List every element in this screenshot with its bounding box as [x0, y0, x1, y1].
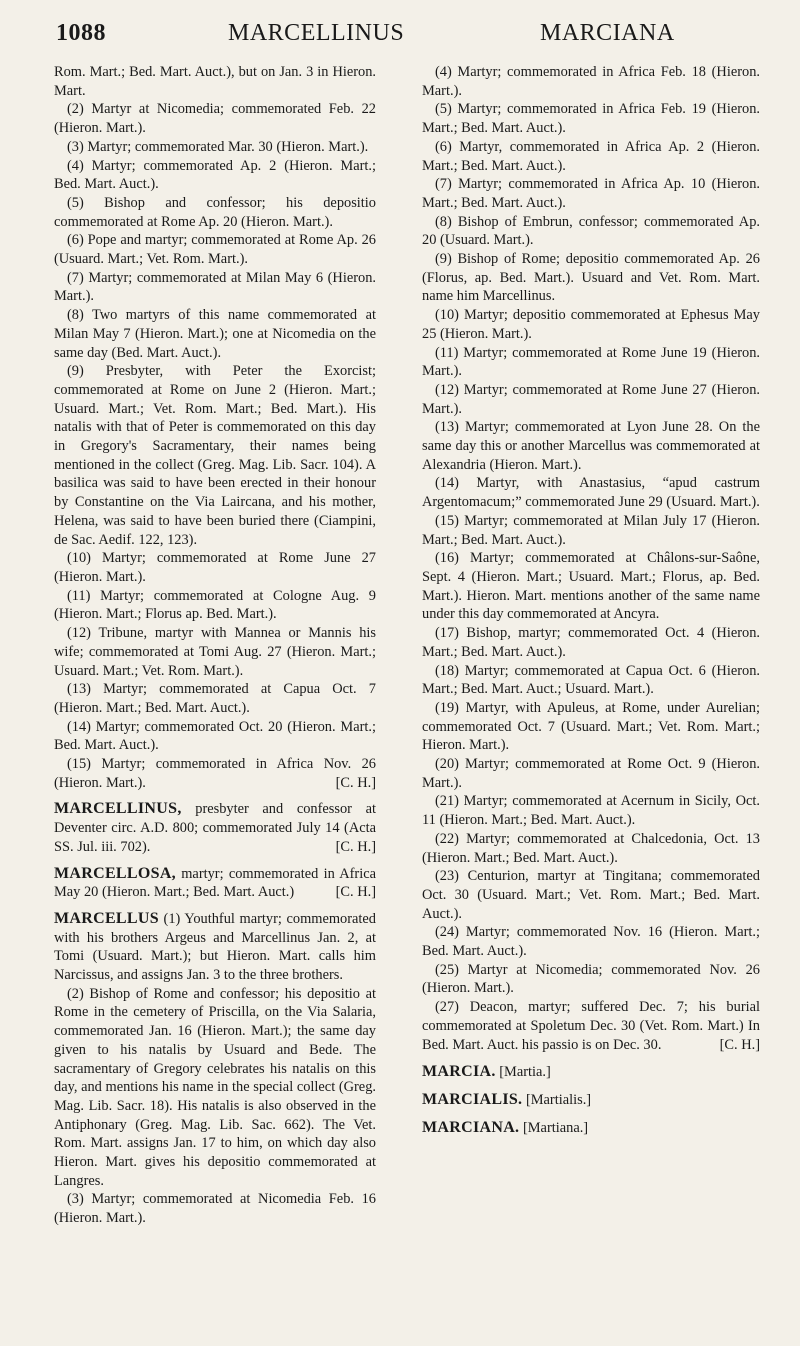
- entry-paragraph: (9) Bishop of Rome; depositio commemorated Ap. 26 (Florus, ap. Bed. Mart.). Usuard and Vet. Rom. Mart. name him Marcellinus.: [422, 251, 760, 305]
- headword: MARCELLUS: [54, 909, 159, 927]
- entry-paragraph: (23) Centurion, martyr at Tingitana; commemorated Oct. 30 (Usuard. Mart.; Vet. Rom. Mart.; Bed. Mart. Auct.).: [422, 868, 760, 922]
- entry-paragraph: (19) Martyr, with Apuleus, at Rome, under Aurelian; commemorated Oct. 7 (Usuard. Mart.; Vet. Rom. Mart.; Hieron. Mart.).: [422, 699, 760, 754]
- cross-reference-entry: [422, 1091, 760, 1110]
- entry-paragraph: (2) Martyr at Nicomedia; commemorated Feb. 22 (Hieron. Mart.).: [54, 101, 376, 137]
- entry-text: (1) Youthful martyr; commemorated with his brothers Argeus and Marcellinus Jan. 2, at Tomi (Usuard. Mart.); but Hieron. Mart. calls him Narcissus, and assigns Jan. 3 to the three brothers.: [54, 910, 376, 984]
- entry-paragraph: (8) Two martyrs of this name commemorated at Milan May 7 (Hieron. Mart.); one at Nicomedia on the same day (Bed. Mart. Auct.).: [54, 307, 376, 361]
- running-header: [56, 20, 770, 54]
- author-initials: [C. H.]: [335, 838, 376, 855]
- entry-paragraph: (10) Martyr; commemorated at Rome June 27 (Hieron. Mart.).: [54, 550, 376, 585]
- headword: MARCIANA.: [422, 1118, 520, 1136]
- entry-paragraph: (4) Martyr; commemorated Ap. 2 (Hieron. Mart.; Bed. Mart. Auct.).: [54, 157, 376, 193]
- cross-reference-entry: [422, 1119, 760, 1138]
- entry-paragraph: (7) Martyr; commemorated in Africa Ap. 10 (Hieron. Mart.; Bed. Mart. Auct.).: [422, 176, 760, 211]
- cross-reference: [Martia.]: [499, 1064, 551, 1081]
- entry-paragraph: (8) Bishop of Embrun, confessor; commemorated Ap. 20 (Usuard. Mart.).: [422, 213, 760, 249]
- entry-text: (15) Martyr; commemorated in Africa Nov. 26 (Hieron. Mart.).: [54, 756, 376, 791]
- cross-reference: [Martialis.]: [525, 1091, 592, 1108]
- headword: MARCIALIS.: [422, 1090, 523, 1108]
- entry-paragraph: (5) Martyr; commemorated in Africa Feb. 19 (Hieron. Mart.; Bed. Mart. Auct.).: [422, 101, 760, 137]
- entry-paragraph: (21) Martyr; commemorated at Acernum in Sicily, Oct. 11 (Hieron. Mart.; Bed. Mart. Auct.).: [422, 793, 760, 829]
- entry-paragraph: (10) Martyr; depositio commemorated at Ephesus May 25 (Hieron. Mart.).: [422, 307, 760, 342]
- author-initials: [C. H.]: [719, 1036, 760, 1053]
- entry-paragraph: (17) Bishop, martyr; commemorated Oct. 4 (Hieron. Mart.; Bed. Mart. Auct.).: [422, 625, 760, 660]
- left-column: [54, 63, 376, 1228]
- entry-paragraph: (16) Martyr; commemorated at Châlons-sur-Saône, Sept. 4 (Hieron. Mart.; Usuard. Mart.; Florus, ap. Bed. Mart.). Hieron. Mart. mentions another of the same name under this day commemorated at Ancyra.: [422, 550, 760, 623]
- entry-text: (27) Deacon, martyr; suffered Dec. 7; his burial commemorated at Spoletum Dec. 30 (Vet. Rom. Mart.) In Bed. Mart. Auct. his passio is on Dec. 30.: [422, 999, 760, 1053]
- right-column: [422, 63, 760, 1137]
- entry-paragraph: (12) Tribune, martyr with Mannea or Mannis his wife; commemorated at Tomi Aug. 27 (Hieron. Mart.; Usuard. Mart.; Vet. Rom. Mart.).: [54, 625, 376, 679]
- headword: MARCELLOSA,: [54, 864, 176, 882]
- author-initials: [C. H.]: [335, 884, 376, 901]
- entry-paragraph: (14) Martyr, with Anastasius, “apud castrum Argentomacum;” commemorated June 29 (Usuard. Mart.).: [422, 475, 760, 511]
- entry-paragraph: [54, 755, 376, 792]
- entry-paragraph: (5) Bishop and confessor; his depositio commemorated at Rome Ap. 20 (Hieron. Mart.).: [54, 194, 376, 230]
- entry-paragraph: (3) Martyr; commemorated Mar. 30 (Hieron. Mart.).: [66, 138, 369, 155]
- entry-paragraph: (6) Pope and martyr; commemorated at Rome Ap. 26 (Usuard. Mart.; Vet. Rom. Mart.).: [54, 232, 376, 268]
- entry-paragraph: (22) Martyr; commemorated at Chalcedonia, Oct. 13 (Hieron. Mart.; Bed. Mart. Auct.).: [422, 830, 760, 866]
- entry-paragraph: (13) Martyr; commemorated at Lyon June 28. On the same day this or another Marcellus was commemorated at Alexandria (Hieron. Mart.).: [422, 419, 760, 473]
- entry-paragraph: (20) Martyr; commemorated at Rome Oct. 9 (Hieron. Mart.).: [422, 756, 760, 791]
- cross-reference-entry: [422, 1063, 760, 1082]
- cross-reference: [Martiana.]: [522, 1119, 589, 1136]
- entry-paragraph: (3) Martyr; commemorated at Nicomedia Feb. 16 (Hieron. Mart.).: [54, 1191, 376, 1227]
- entry-marcellus: [54, 910, 376, 985]
- left-running-head: MARCELLINUS: [228, 20, 405, 46]
- entry-paragraph: (9) Presbyter, with Peter the Exorcist; commemorated at Rome on June 2 (Hieron. Mart.; Usuard. Mart.; Vet. Rom. Mart.; Bed. Mart.). His natalis with that of Peter is commemorated on this day in Gregory's Sacramentary, their names being mentioned in the collect (Greg. Mag. Lib. Sacr. 104). A basilica was said to have been erected in their honour by Constantine on the Via Laircana, and his mother, Helena, was said to have been buried there (Ciampini, de Sac. Aedif. 122, 123).: [54, 363, 376, 548]
- entry-marcellosa: [54, 865, 376, 902]
- right-running-head: MARCIANA: [540, 20, 675, 46]
- author-initials: [C. H.]: [335, 774, 376, 791]
- headword: MARCIA.: [422, 1063, 496, 1081]
- entry-text: presbyter and confessor at Deventer circ. A.D. 800; commemorated July 14 (Acta SS. Jul. iii. 702).: [54, 801, 376, 855]
- entry-paragraph: (2) Bishop of Rome and confessor; his depositio at Rome in the cemetery of Priscilla, on the Via Salaria, commemorated Jan. 16 (Hieron. Mart.); the same day given to his natalis by Usuard and Bede. The sacramentary of Gregory celebrates his natalis on this day, and mentions his name in the special collect (Greg. Mag. Lib. Sacr. 18). His natalis is also observed in the Antiphonary (Greg. Mag. Lib. Sac. 662). The Vet. Rom. Mart. assigns Jan. 17 to him, on which day also Hieron. Mart. gives his depositio commemorated at Langres.: [54, 985, 376, 1189]
- entry-marcellinus: [54, 800, 376, 856]
- entry-paragraph: (6) Martyr, commemorated in Africa Ap. 2 (Hieron. Mart.; Bed. Mart. Auct.).: [422, 138, 760, 174]
- entry-paragraph: (25) Martyr at Nicomedia; commemorated Nov. 26 (Hieron. Mart.).: [422, 961, 760, 997]
- entry-paragraph: (4) Martyr; commemorated in Africa Feb. 18 (Hieron. Mart.).: [422, 64, 760, 99]
- entry-paragraph: (14) Martyr; commemorated Oct. 20 (Hieron. Mart.; Bed. Mart. Auct.).: [54, 718, 376, 754]
- entry-paragraph: (11) Martyr; commemorated at Rome June 19 (Hieron. Mart.).: [422, 344, 760, 380]
- entry-paragraph: [422, 998, 760, 1054]
- entry-paragraph: (11) Martyr; commemorated at Cologne Aug. 9 (Hieron. Mart.; Florus ap. Bed. Mart.).: [54, 587, 376, 623]
- entry-text: martyr; commemorated in Africa May 20 (Hieron. Mart.; Bed. Mart. Auct.): [54, 865, 376, 901]
- page-number: 1088: [56, 20, 106, 46]
- entry-paragraph: (15) Martyr; commemorated at Milan July 17 (Hieron. Mart.; Bed. Mart. Auct.).: [422, 512, 760, 548]
- entry-paragraph: (12) Martyr; commemorated at Rome June 27 (Hieron. Mart.).: [422, 381, 760, 417]
- entry-paragraph: (13) Martyr; commemorated at Capua Oct. 7 (Hieron. Mart.; Bed. Mart. Auct.).: [54, 681, 376, 716]
- headword: MARCELLINUS,: [54, 800, 182, 818]
- entry-paragraph: (7) Martyr; commemorated at Milan May 6 (Hieron. Mart.).: [54, 269, 376, 305]
- entry-paragraph: Rom. Mart.; Bed. Mart. Auct.), but on Jan. 3 in Hieron. Mart.: [54, 64, 376, 99]
- entry-paragraph: (24) Martyr; commemorated Nov. 16 (Hieron. Mart.; Bed. Mart. Auct.).: [422, 924, 760, 960]
- entry-paragraph: (18) Martyr; commemorated at Capua Oct. 6 (Hieron. Mart.; Bed. Mart. Auct.; Usuard. Mart.).: [422, 662, 760, 698]
